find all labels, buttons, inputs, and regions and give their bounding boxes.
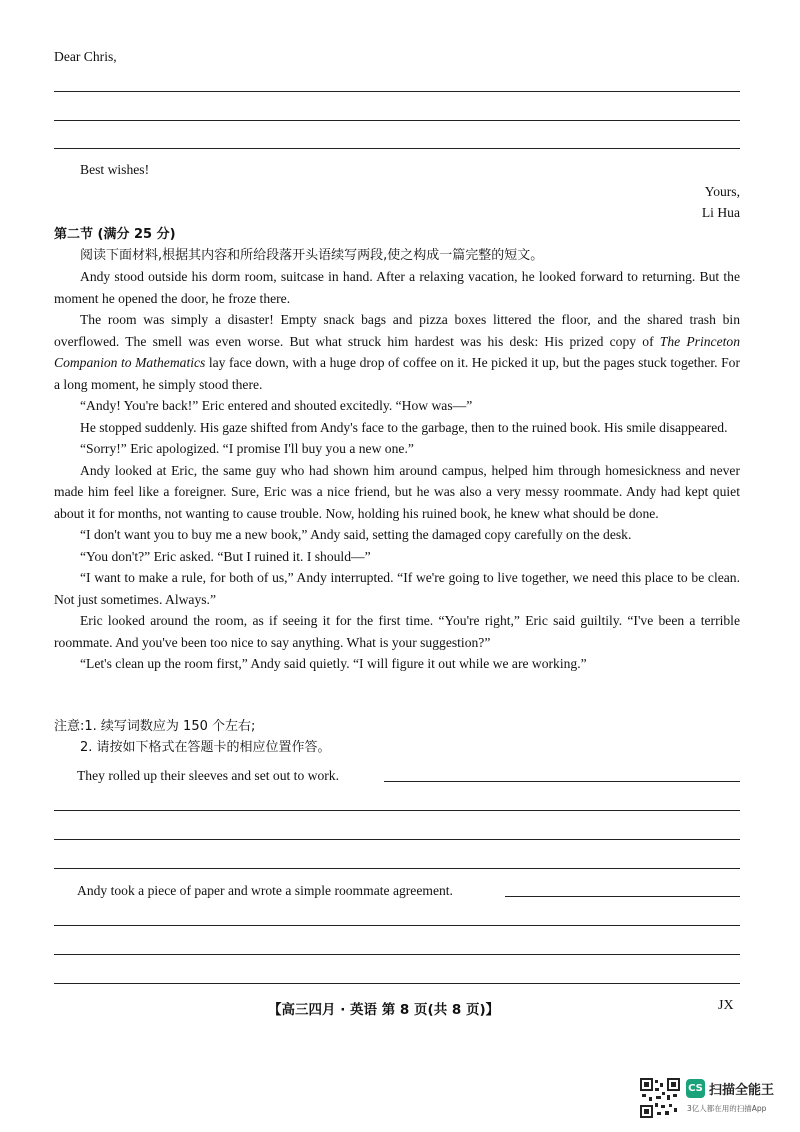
answer-line — [54, 120, 740, 121]
passage — [54, 266, 740, 675]
watermark-brand: 扫描全能王 — [709, 1083, 775, 1098]
passage-text: The room was simply a disaster! Empty snack bags and pizza boxes littered the floor, and the shared trash bin overflowed. The smell was even worse. But what struck him hardest was his desk: His prized copy of — [54, 312, 740, 349]
passage-paragraph: Andy looked at Eric, the same guy who had shown him around campus, helped him through homesickness and never made him feel like a foreigner. Sure, Eric was a nice friend, but he was also a very messy roommate. Andy had kept quiet about it for months, not wanting to cause trouble. Now, holding his ruined book, he knew what should be done. — [54, 462, 740, 521]
passage-paragraph: “Andy! You're back!” Eric entered and shouted excitedly. “How was—” — [80, 398, 473, 413]
letter-salutation: Dear Chris, — [54, 49, 117, 64]
passage-paragraph: “Let's clean up the room first,” Andy said quietly. “I will figure it out while we are working.” — [80, 656, 587, 671]
passage-paragraph: He stopped suddenly. His gaze shifted from Andy's face to the garbage, then to the ruined book. His smile disappeared. — [80, 419, 728, 435]
passage-paragraph: “You don't?” Eric asked. “But I ruined it. I should—” — [80, 548, 371, 564]
prompt-first: They rolled up their sleeves and set out to work. — [77, 768, 339, 783]
passage-paragraph: Andy stood outside his dorm room, suitcase in hand. After a relaxing vacation, he looked forward to returning. But the moment he opened the door, he froze there. — [54, 269, 740, 306]
book-title: The Princeton Companion to Mathematics — [54, 333, 740, 370]
passage-paragraph: “I want to make a rule, for both of us,” Andy interrupted. “If we're going to live together, we need this place to be clean. Not just sometimes. Always.” — [54, 570, 740, 607]
answer-line[interactable] — [54, 954, 740, 955]
letter-signoff: Yours, — [704, 184, 740, 199]
answer-line — [54, 91, 740, 92]
prompt-second: Andy took a piece of paper and wrote a simple roommate agreement. — [77, 883, 453, 898]
note-1: 注意:1. 续写词数应为 150 个左右; — [54, 719, 256, 734]
watermark-tagline: 3亿人都在用的扫描App — [687, 1104, 767, 1113]
section-heading: 第二节 (满分 25 分) — [54, 227, 176, 242]
passage-paragraph — [54, 309, 740, 395]
passage-text: lay face down, with a huge drop of coffee on it. He picked it up, but the pages stuck together. For a long moment, he simply stood there. — [54, 355, 740, 392]
qr-code-icon — [640, 1078, 680, 1118]
page-footer: 【高三四月 · 英语 第 8 页(共 8 页)】 — [268, 1002, 500, 1018]
letter-name: Li Hua — [701, 205, 740, 220]
answer-line[interactable] — [54, 839, 740, 840]
camscanner-logo: CS — [686, 1079, 705, 1098]
answer-line[interactable] — [54, 868, 740, 869]
answer-line[interactable] — [384, 781, 740, 782]
answer-line[interactable] — [505, 896, 740, 897]
answer-line[interactable] — [54, 810, 740, 811]
section-instruction: 阅读下面材料,根据其内容和所给段落开头语续写两段,使之构成一篇完整的短文。 — [80, 248, 544, 263]
letter-closing: Best wishes! — [80, 162, 150, 177]
passage-paragraph: “Sorry!” Eric apologized. “I promise I'll buy you a new one.” — [80, 441, 414, 456]
note-2: 2. 请按如下格式在答题卡的相应位置作答。 — [80, 740, 331, 755]
passage-paragraph: “I don't want you to buy me a new book,” Andy said, setting the damaged copy carefully on the desk. — [80, 527, 632, 542]
answer-line[interactable] — [54, 925, 740, 926]
footer-code: JX — [718, 998, 734, 1013]
answer-line[interactable] — [54, 983, 740, 984]
passage-paragraph: Eric looked around the room, as if seeing it for the first time. “You're right,” Eric said guiltily. “I've been a terrible roommate. And you've been too nice to say anything. What is your suggestion?” — [54, 613, 740, 650]
answer-line — [54, 148, 740, 149]
